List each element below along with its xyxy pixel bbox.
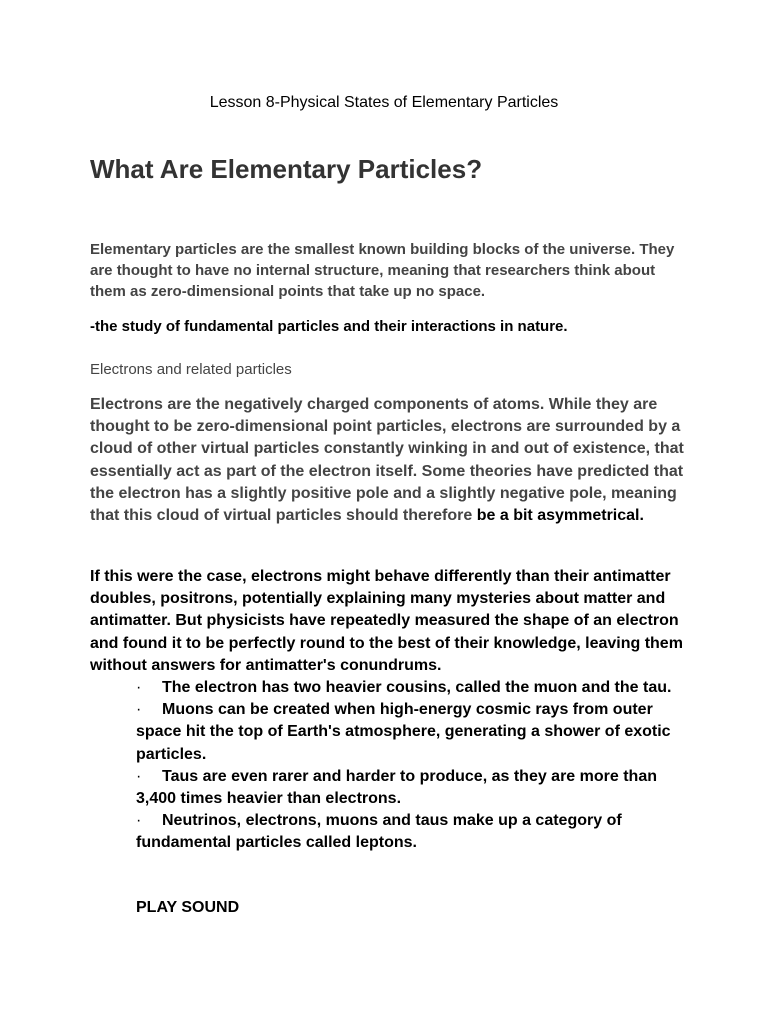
list-item [136, 677, 696, 699]
electron-paragraph-tail: be a bit asymmetrical. [476, 507, 644, 525]
study-definition: -the study of fundamental particles and their interactions in nature. [90, 318, 568, 335]
list-item-text: The electron has two heavier cousins, called the muon and the tau. [162, 679, 672, 696]
list-item-text: Taus are even rarer and harder to produce, as they are more than 3,400 times heavier than electrons. [136, 767, 657, 808]
bullet-dot-icon: · [136, 812, 142, 830]
bullet-dot-icon: · [136, 701, 142, 719]
electron-paragraph [90, 394, 690, 527]
list-item [136, 699, 696, 766]
main-heading: What Are Elementary Particles? [90, 154, 483, 184]
lesson-title: Lesson 8-Physical States of Elementary Particles [209, 94, 559, 111]
antimatter-paragraph: If this were the case, electrons might behave differently than their antimatter doubles, positrons, potentially explaining many mysteries about matter and antimatter. But physicists have repeatedly measured the shape of an electron and found it to be perfectly round to the best of their knowledge, leaving them without answers for antimatter's conundrums. [90, 568, 683, 674]
list-item [136, 810, 696, 854]
intro-paragraph: Elementary particles are the smallest known building blocks of the universe. They are thought to have no internal structure, meaning that researchers think about them as zero-dimensional points that take up no space. [90, 241, 675, 300]
bullet-list [136, 677, 696, 855]
section-heading: Electrons and related particles [90, 361, 292, 378]
list-item [136, 766, 696, 810]
bullet-dot-icon: · [136, 679, 142, 696]
list-item-text: Neutrinos, electrons, muons and taus make up a category of fundamental particles called leptons. [136, 812, 622, 852]
list-item-text: Muons can be created when high-energy cosmic rays from outer space hit the top of Earth's atmosphere, generating a shower of exotic particles. [136, 701, 671, 763]
play-sound-label: PLAY SOUND [136, 899, 240, 916]
electron-paragraph-main: Electrons are the negatively charged components of atoms. While they are thought to be zero-dimensional point particles, electrons are surrounded by a cloud of other virtual particles constantly winking in and out of existence, that essentially act as part of the electron itself. Some theories have predicted that the electron has a slightly positive pole and a slightly negative pole, meaning that this cloud of virtual particles should therefore [90, 396, 684, 525]
bullet-dot-icon: · [136, 767, 142, 785]
